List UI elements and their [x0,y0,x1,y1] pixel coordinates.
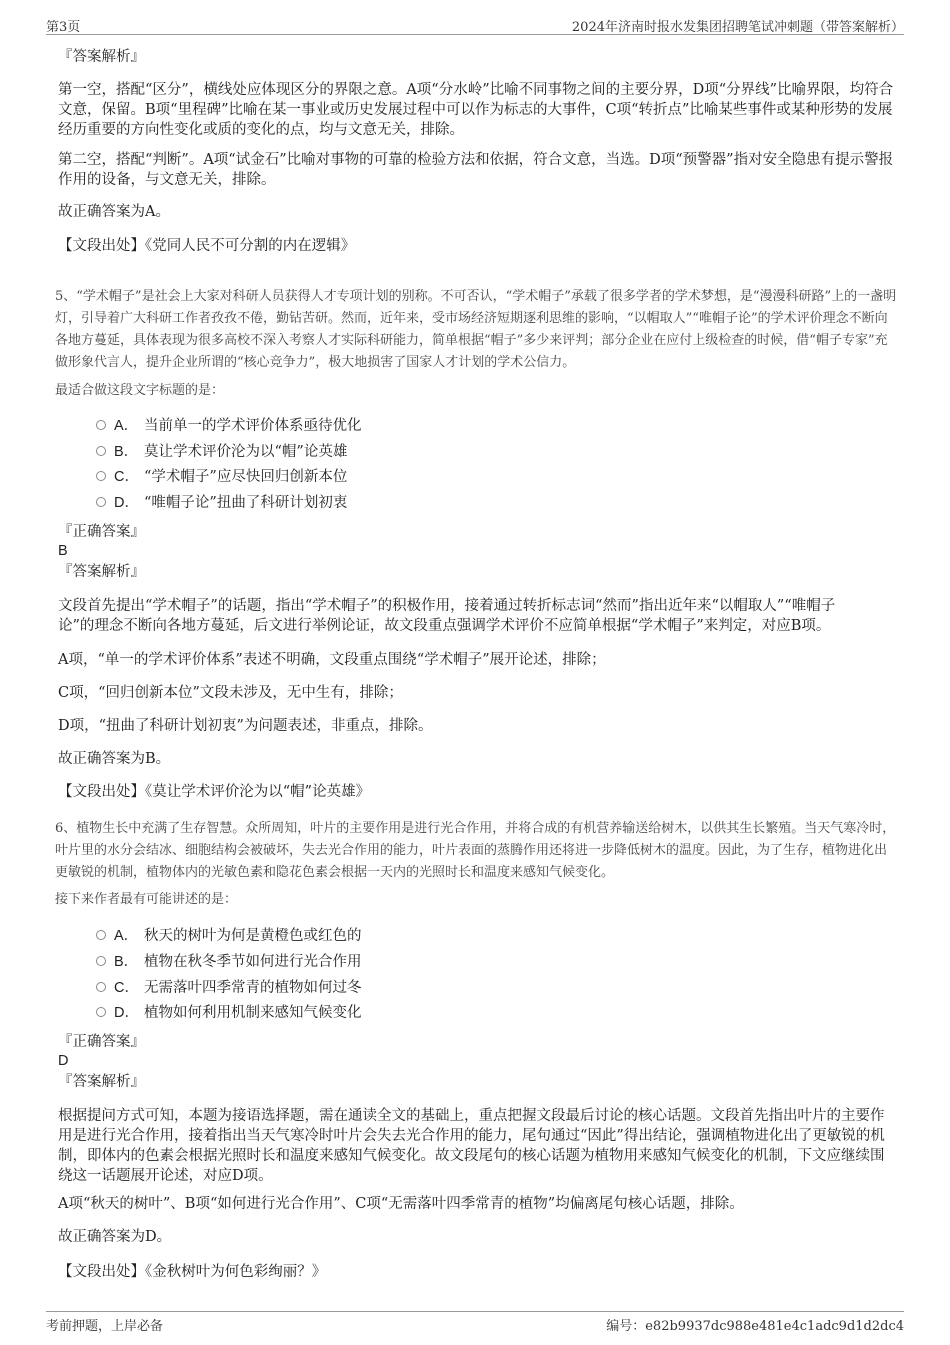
q5-correct-answer: B [58,543,68,559]
prev-source: 【文段出处】《党同人民不可分割的内在逻辑》 [58,238,356,254]
radio-icon[interactable] [96,1007,106,1017]
radio-icon[interactable] [96,956,106,966]
q5-option-a[interactable]: A． 当前单一的学术评价体系亟待优化 [96,417,362,435]
radio-icon[interactable] [96,420,106,430]
q5-option-c[interactable]: C． “学术帽子”应尽快回归创新本位 [96,468,347,486]
q5-source: 【文段出处】《莫让学术评价沦为以“帽”论英雄》 [58,784,371,800]
document-code: 编号：e82b9937dc988e481e4c1adc9d1d2dc4 [606,1319,904,1334]
q6-option-b[interactable]: B． 植物在秋冬季节如何进行光合作用 [96,953,362,971]
page-footer [46,1311,904,1335]
page-number: 第3页 [46,20,81,35]
q6-analysis-paragraph: A项“秋天的树叶”、B项“如何进行光合作用”、C项“无需落叶四季常青的植物”均偏离尾句核心话题，排除。 [58,1196,744,1212]
q6-prompt: 接下来作者最有可能讲述的是： [55,892,238,907]
footer-slogan: 考前押题，上岸必备 [46,1319,164,1334]
q6-correct-answer: D [58,1053,69,1069]
q6-option-c[interactable]: C． 无需落叶四季常青的植物如何过冬 [96,979,362,997]
q5-correct-label: 『正确答案』 [58,524,145,540]
radio-icon[interactable] [96,471,106,481]
q6-option-d[interactable]: D． 植物如何利用机制来感知气候变化 [96,1004,362,1022]
prev-analysis-label: 『答案解析』 [58,49,145,65]
q6-analysis-label: 『答案解析』 [58,1074,145,1090]
q5-option-d[interactable]: D． “唯帽子论”扭曲了科研计划初衷 [96,494,347,512]
q5-analysis-paragraph: C项，“回归创新本位”文段未涉及，无中生有，排除； [58,685,403,701]
q5-analysis-label: 『答案解析』 [58,564,145,580]
q5-conclusion: 故正确答案为B。 [58,751,171,767]
document-title: 2024年济南时报水发集团招聘笔试冲刺题（带答案解析） [571,20,904,35]
q6-source: 【文段出处】《金秋树叶为何色彩绚丽？》 [58,1264,327,1280]
q5-analysis-paragraph: A项，“单一的学术评价体系”表述不明确，文段重点围绕“学术帽子”展开论述，排除； [58,652,606,668]
radio-icon[interactable] [96,497,106,507]
q5-question-text: 5、“学术帽子”是社会上大家对科研人员获得人才专项计划的别称。不可否认，“学术帽子”承载了很多学者的学术梦想，是“漫漫科研路”上的一盏明灯，引导着广大科研工作者孜孜不倦，勤钻苦研。然而，近年来，受市场经济短期逐利思维的影响，“以帽取人”“唯帽子论”的学术评价理念不断向各地方蔓延，具体表现为很多高校不深入考察人才实际科研能力，简单根据“帽子”多少来评判；部分企业在应付上级检查的时候，借“帽子专家”充做形象代言人，提升企业所谓的“核心竞争力”，极大地损害了国家人才计划的学术公信力。 [55,289,897,370]
prev-analysis-paragraph: 第一空，搭配“区分”，横线处应体现区分的界限之意。A项“分水岭”比喻不同事物之间的主要分界，D项“分界线”比喻界限，均符合文意，保留。B项“里程碑”比喻在某一事业或历史发展过程中可以作为标志的大事件，C项“转折点”比喻某些事件或某种形势的发展经历重要的方向性变化或质的变化的点，均与文意无关，排除。 [58,82,894,138]
q5-prompt: 最适合做这段文字标题的是： [55,383,225,398]
q6-correct-label: 『正确答案』 [58,1034,145,1050]
q6-option-a[interactable]: A． 秋天的树叶为何是黄橙色或红色的 [96,927,362,945]
prev-conclusion: 故正确答案为A。 [58,204,170,220]
radio-icon[interactable] [96,446,106,456]
radio-icon[interactable] [96,982,106,992]
radio-icon[interactable] [96,930,106,940]
q6-analysis-paragraph: 根据提问方式可知，本题为接语选择题，需在通读全文的基础上，重点把握文段最后讨论的核心话题。文段首先指出叶片的主要作用是进行光合作用，接着指出当天气寒冷时叶片会失去光合作用的能力，尾句通过“因此”得出结论，强调植物进化出了更敏锐的机制，即体内的色素会根据光照时长和温度来感知气候变化。故文段尾句的核心话题为植物用来感知气候变化的机制，下文应继续围绕这一话题展开论述，对应D项。 [58,1108,885,1184]
q5-option-b[interactable]: B． 莫让学术评价沦为以“帽”论英雄 [96,443,347,461]
q5-analysis-paragraph: D项，“扭曲了科研计划初衷”为问题表述，非重点，排除。 [58,718,433,734]
page-header [46,16,904,35]
q6-question-text: 6、植物生长中充满了生存智慧。众所周知，叶片的主要作用是进行光合作用，并将合成的有机营养输送给树木，以供其生长繁殖。当天气寒冷时，叶片里的水分会结冰、细胞结构会被破坏，失去光合作用的能力，叶片表面的蒸腾作用还将进一步降低树木的温度。因此，为了生存，植物进化出更敏锐的机制，植物体内的光敏色素和隐花色素会根据一天内的光照时长和温度来感知气候变化。 [55,821,896,880]
prev-analysis-paragraph: 第二空，搭配“判断”。A项“试金石”比喻对事物的可靠的检验方法和依据，符合文意，当选。D项“预警器”指对安全隐患有提示警报作用的设备，与文意无关，排除。 [58,152,894,188]
q5-analysis-paragraph: 文段首先提出“学术帽子”的话题，指出“学术帽子”的积极作用，接着通过转折标志词“然而”指出近年来“以帽取人”“唯帽子论”的理念不断向各地方蔓延，后文进行举例论证，故文段重点强调学术评价不应简单根据“学术帽子”来判定，对应B项。 [58,598,836,634]
q6-conclusion: 故正确答案为D。 [58,1229,172,1245]
